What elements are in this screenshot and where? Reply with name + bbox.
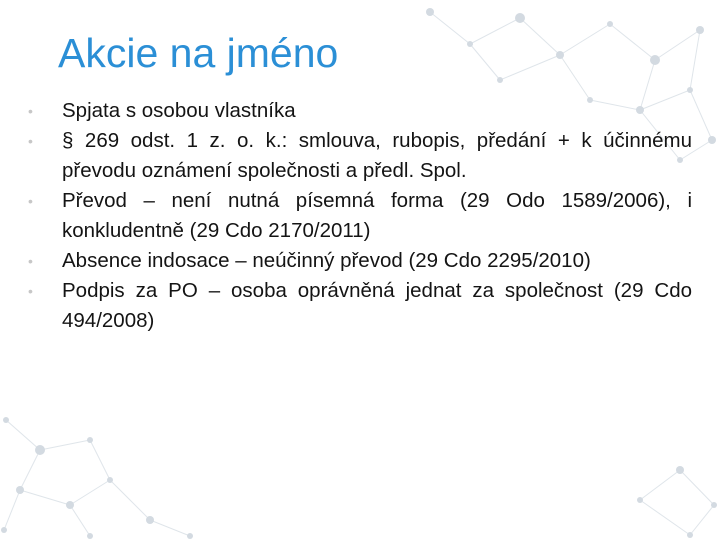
bullet-item (28, 126, 692, 186)
bullet-marker: • (28, 193, 33, 209)
bullet-marker: • (28, 253, 33, 269)
bullet-text: Podpis za PO – osoba oprávněná jednat za společnost (29 Cdo 494/2008) (62, 279, 692, 332)
bullet-text: Absence indosace – neúčinný převod (29 Cdo 2295/2010) (62, 249, 591, 272)
bullet-item (28, 246, 692, 276)
bullet-item (28, 186, 692, 246)
bullet-marker: • (28, 283, 33, 299)
bullet-text: Spjata s osobou vlastníka (62, 99, 296, 122)
bullet-marker: • (28, 103, 33, 119)
bullet-text: Převod – není nutná písemná forma (29 Odo 1589/2006), i konkludentně (29 Cdo 2170/2011) (62, 189, 692, 242)
bullet-marker: • (28, 133, 33, 149)
slide-content (28, 96, 692, 336)
bullet-list (28, 96, 692, 336)
bullet-item (28, 276, 692, 336)
bullet-text: § 269 odst. 1 z. o. k.: smlouva, rubopis, předání + k účinnému převodu oznámení společnosti a předl. Spol. (62, 129, 692, 182)
bullet-item (28, 96, 692, 126)
slide-title: Akcie na jméno (58, 30, 339, 76)
